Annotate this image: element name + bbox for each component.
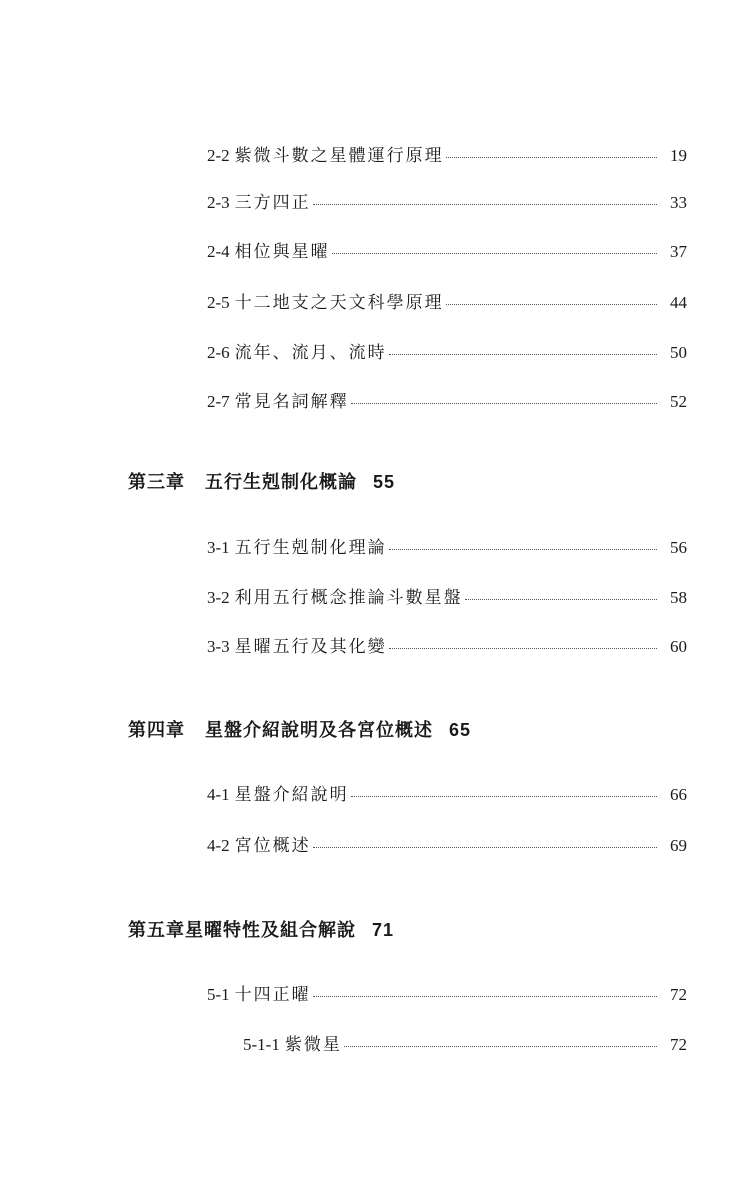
dot-leader [344,1046,657,1047]
toc-entry-3-2[interactable] [207,583,687,608]
section-number: 2-6 [207,343,230,362]
page-number: 50 [670,343,687,362]
page-number: 72 [670,1035,687,1054]
section-number: 4-1 [207,785,230,804]
section-title: 三方四正 [234,193,311,213]
chapter-page-number: 71 [372,920,395,940]
section-title: 五行生剋制化理論 [234,538,387,558]
chapter-heading-5[interactable] [128,916,394,942]
chapter-title: 星盤介紹說明及各宮位概述 [205,720,433,741]
dot-leader [389,648,657,649]
section-number: 5-1 [207,985,230,1004]
dot-leader [389,549,657,550]
section-number: 3-3 [207,637,230,656]
page-number: 56 [670,538,687,557]
toc-entry-2-7[interactable] [207,387,687,412]
dot-leader [446,157,657,158]
toc-entry-4-1[interactable] [207,780,687,805]
toc-entry-5-1-1[interactable] [243,1030,687,1055]
section-title: 紫微星 [284,1035,342,1055]
page-number: 69 [670,836,687,855]
section-title: 利用五行概念推論斗數星盤 [234,588,463,608]
page-number: 52 [670,392,687,411]
dot-leader [313,996,657,997]
page-number: 33 [670,193,687,212]
section-number: 5-1-1 [243,1035,280,1054]
toc-entry-3-1[interactable] [207,533,687,558]
section-number: 2-7 [207,392,230,411]
chapter-heading-3[interactable] [128,468,395,494]
page-number: 44 [670,293,687,312]
chapter-title: 星曜特性及組合解說 [185,920,356,941]
section-title: 星盤介紹說明 [234,785,349,805]
toc-entry-2-4[interactable] [207,237,687,262]
toc-entry-3-3[interactable] [207,632,687,657]
toc-entry-2-2[interactable] [207,141,687,166]
toc-entry-2-5[interactable] [207,288,687,313]
section-number: 3-2 [207,588,230,607]
section-number: 2-3 [207,193,230,212]
chapter-heading-4[interactable] [128,716,471,742]
section-title: 紫微斗數之星體運行原理 [234,146,444,166]
page-number: 72 [670,985,687,1004]
toc-entry-2-3[interactable] [207,188,687,213]
dot-leader [351,403,657,404]
toc-entry-4-2[interactable] [207,831,687,856]
section-title: 常見名詞解釋 [234,392,349,412]
page-number: 66 [670,785,687,804]
chapter-page-number: 55 [373,472,396,492]
dot-leader [332,253,657,254]
section-title: 流年、流月、流時 [234,343,387,363]
section-number: 4-2 [207,836,230,855]
section-title: 宮位概述 [234,836,311,856]
page-number: 58 [670,588,687,607]
dot-leader [313,847,657,848]
dot-leader [446,304,657,305]
section-title: 十二地支之天文科學原理 [234,293,444,313]
page-number: 37 [670,242,687,261]
chapter-title: 五行生剋制化概論 [205,472,357,493]
dot-leader [465,599,657,600]
section-title: 相位與星曜 [234,242,330,262]
dot-leader [313,204,657,205]
section-title: 星曜五行及其化變 [234,637,387,657]
chapter-label: 第三章 [128,472,185,493]
section-number: 3-1 [207,538,230,557]
chapter-label: 第四章 [128,720,185,741]
section-title: 十四正曜 [234,985,311,1005]
page-number: 60 [670,637,687,656]
section-number: 2-5 [207,293,230,312]
dot-leader [389,354,657,355]
toc-entry-2-6[interactable] [207,338,687,363]
toc-entry-5-1[interactable] [207,980,687,1005]
chapter-label: 第五章 [128,920,185,941]
page-number: 19 [670,146,687,165]
section-number: 2-4 [207,242,230,261]
dot-leader [351,796,657,797]
section-number: 2-2 [207,146,230,165]
chapter-page-number: 65 [449,720,472,740]
